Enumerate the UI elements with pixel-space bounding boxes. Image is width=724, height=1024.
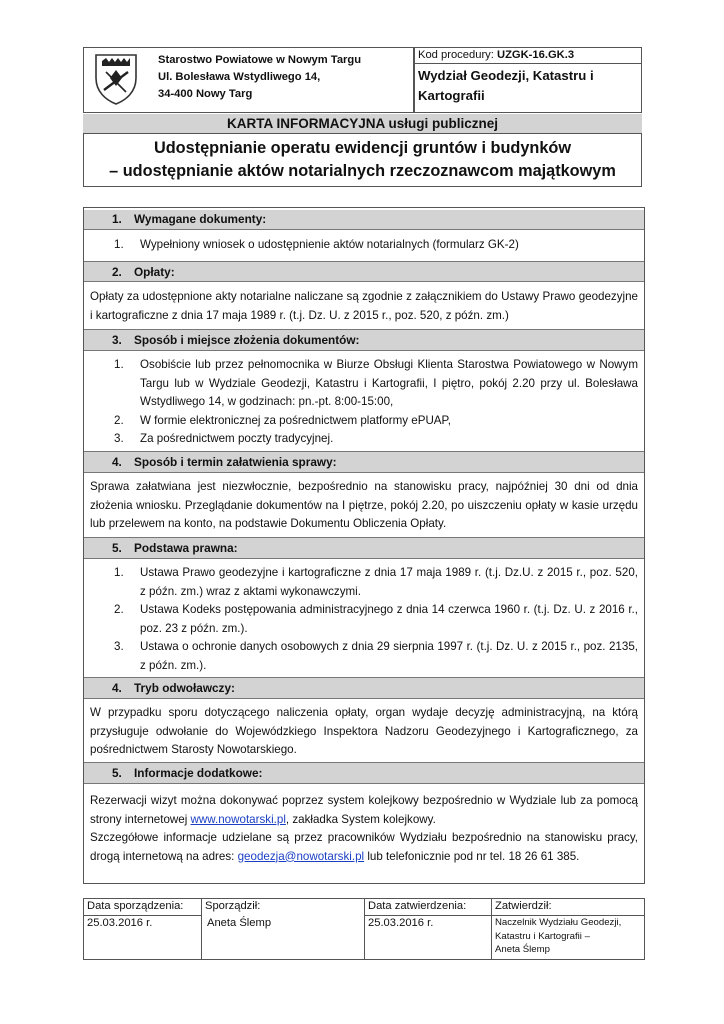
author-label: Sporządził: [205,900,261,912]
item-number: 2. [114,603,124,616]
approved-date-cell [365,899,492,959]
section-number: 4. [112,455,122,469]
item-text: Za pośrednictwem poczty tradycyjnej. [140,432,334,445]
approved-date-label: Data zatwierdzenia: [368,900,467,912]
section-header [84,762,644,784]
list-item [90,564,638,601]
approver-line: Naczelnik Wydziału Geodezji, [495,917,622,928]
additional-info-p1 [90,792,638,829]
item-number: 3. [114,640,124,653]
procedure-code-label: Kod procedury: [418,49,497,61]
section-title: Informacje dodatkowe: [134,766,263,780]
office-address [158,52,408,103]
list-item [90,601,638,638]
text: Rezerwacji wizyt można dokonywać poprzez system kolejkowy bezpośrednio w Wydziale lub za pomocą strony internetowej [90,794,638,826]
item-text: Ustawa Prawo geodezyjne i kartograficzne z dnia 17 maja 1989 r. (t.j. Dz.U. z 2015 r., poz. 520, z późn. zm.) wraz z aktami wykonawczymi. [140,566,638,598]
item-text: Wypełniony wniosek o udostępnienie aktów notarialnych (formularz GK-2) [140,238,519,251]
required-documents-list [90,236,638,255]
office-city: 34-400 Nowy Targ [158,88,253,100]
department-name: Wydział Geodezji, Katastru i Kartografii [418,68,594,103]
approver-value [495,916,640,957]
list-item [90,430,638,449]
text: , zakładka System kolejkowy. [285,812,436,826]
approver-line: Aneta Ślemp [495,944,550,955]
section-number: 5. [112,541,122,555]
item-text: Osobiście lub przez pełnomocnika w Biurze Obsługi Klienta Starostwa Powiatowego w Nowym Targu lub w Wydziale Geodezji, Katastru i Kartografii, I piętro, pokój 2.20 przy ul. Bolesława Wstydliwego 14, w godzinach: pn.-pt. 8:00-15:00, [140,358,638,408]
fees-text: Opłaty za udostępnione akty notarialne naliczane są zgodnie z załącznikiem do Ustawy Prawo geodezyjne i kartograficzne z dnia 17 maja 1989 r. (t.j. Dz. U. z 2015 r., poz. 520, z późn. zm.) [90,290,638,322]
list-item [90,236,638,255]
item-number: 3. [114,432,124,445]
author-cell [202,899,365,959]
appeal-text: W przypadku sporu dotyczącego naliczenia opłaty, organ wydaje decyzję administracyjną, na którą przysługuje odwołanie do Wojewódzkiego Inspektora Nadzoru Geodezyjnego i Kartograficznego, za pośrednictwem Starosty Nowotarskiego. [90,706,638,756]
section-title: Sposób i termin załatwienia sprawy: [134,455,337,469]
prepared-date-label: Data sporządzenia: [87,900,184,912]
coat-of-arms-icon [92,52,140,106]
text: lub telefonicznie pod nr tel. 18 26 61 385. [364,849,580,863]
list-item [90,412,638,431]
item-number: 1. [114,238,124,251]
section-title: Wymagane dokumenty: [134,212,267,226]
item-number: 1. [114,358,124,371]
item-number: 2. [114,413,124,427]
email-link[interactable]: geodezja@nowotarski.pl [237,849,365,863]
procedure-code-value: UZGK-16.GK.3 [496,49,575,61]
office-street: Ul. Bolesława Wstydliwego 14, [158,71,321,83]
item-text: W formie elektronicznej za pośrednictwem platformy ePUAP, [140,413,452,427]
additional-info-p2 [90,829,638,866]
text: Szczegółowe informacje udzielane są przez pracowników Wydziału bezpośrednio na stanowisku pracy, drogą internetową na adres: [90,831,638,863]
section-header [84,677,644,699]
section-header [84,451,644,473]
website-link[interactable]: www.nowotarski.pl [190,812,286,826]
section-number: 2. [112,265,122,279]
section-number: 4. [112,681,122,695]
list-item [90,356,638,412]
section-header [84,329,644,351]
section-header [84,210,644,230]
section-number: 3. [112,333,122,347]
service-title [83,133,642,187]
item-text: Ustawa Kodeks postępowania administracyjnego z dnia 14 czerwca 1960 r. (t.j. Dz. U. z 2016 r., poz. 23 z późn. zm.). [140,603,638,635]
section-number: 1. [112,212,122,226]
legal-basis-list [90,564,638,675]
section-header [84,537,644,559]
section-number: 5. [112,766,122,780]
service-title-line2: – udostępnianie aktów notarialnych rzeczoznawcom majątkowym [109,162,616,180]
section-title: Podstawa prawna: [134,541,238,555]
approved-date-value: 25.03.2016 r. [368,917,434,929]
section-title: Sposób i miejsce złożenia dokumentów: [134,333,360,347]
item-number: 1. [114,566,124,579]
prepared-date-cell [84,899,202,959]
processing-text: Sprawa załatwiana jest niezwłocznie, bezpośrednio na stanowisku pracy, najpóźniej 30 dni od dnia złożenia wniosku. Przeglądanie dokumentów na I piętrze, pokój 2.20, po uiszczeniu opłaty w kasie urzędu lub przelewem na konto, na podstawie Dokumentu Obliczenia Opłaty. [90,480,638,530]
service-title-line1: Udostępnianie operatu ewidencji gruntów i budynków [153,139,571,157]
procedure-code [414,47,642,64]
info-table [83,207,645,884]
approver-line: Katastru i Kartografii – [495,930,590,942]
section-header [84,261,644,282]
list-item [90,638,638,675]
office-name: Starostwo Powiatowe w Nowym Targu [158,54,362,66]
card-title: KARTA INFORMACYJNA usługi publicznej [83,114,642,133]
submission-list [90,356,638,449]
section-title: Opłaty: [134,265,175,279]
approver-label: Zatwierdził: [495,900,552,912]
item-text: Ustawa o ochronie danych osobowych z dnia 29 sierpnia 1997 r. (t.j. Dz. U. z 2015 r., poz. 2135, z późn. zm.). [140,640,638,672]
approver-cell [492,899,644,959]
author-value: Aneta Ślemp [207,917,272,929]
approval-table [83,898,645,960]
prepared-date-value: 25.03.2016 r. [87,917,153,929]
section-title: Tryb odwoławczy: [134,681,235,695]
